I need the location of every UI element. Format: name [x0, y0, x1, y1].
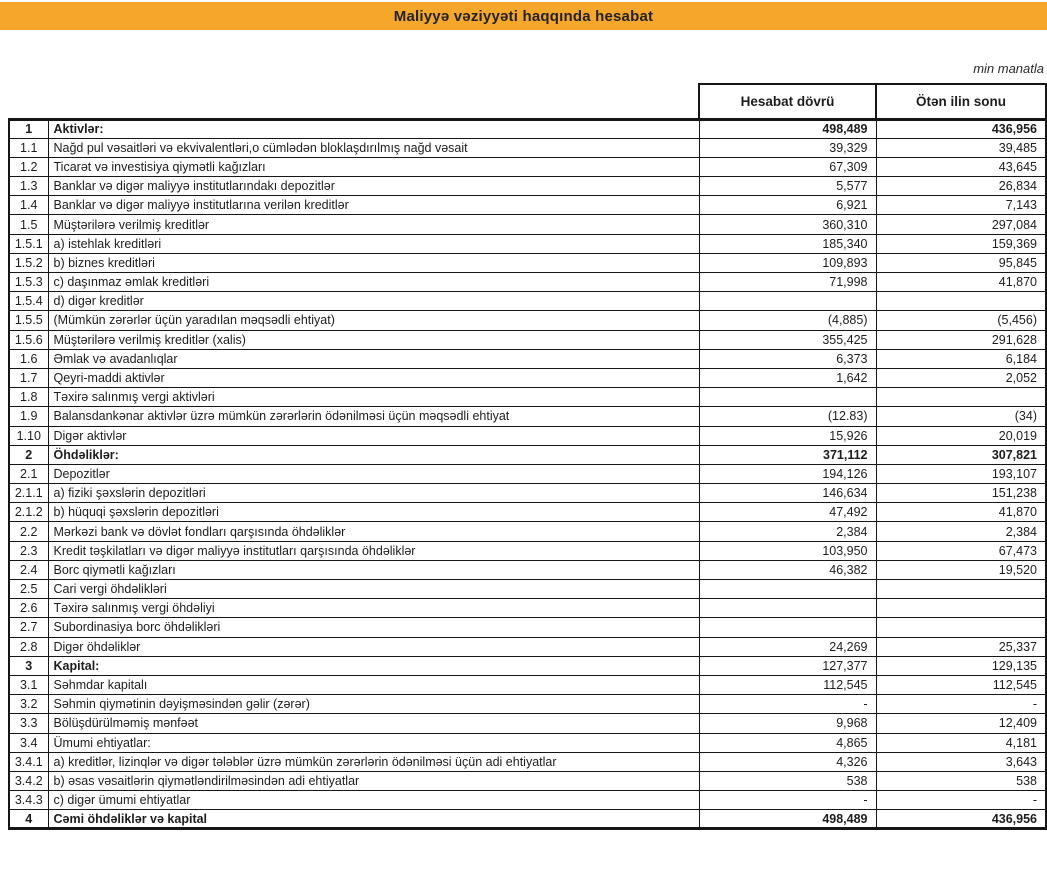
table-row — [9, 196, 1046, 215]
row-number: 2.1 — [9, 464, 48, 483]
value-end-of-last-year: 6,184 — [876, 349, 1046, 368]
row-number: 1.5.2 — [9, 253, 48, 272]
row-number: 4 — [9, 810, 48, 829]
value-reporting-period: 24,269 — [699, 637, 876, 656]
value-end-of-last-year: 193,107 — [876, 464, 1046, 483]
value-reporting-period: 538 — [699, 771, 876, 790]
value-reporting-period: 185,340 — [699, 234, 876, 253]
header-spacer-num — [9, 84, 48, 119]
row-label: Depozitlər — [48, 464, 699, 483]
table-row — [9, 522, 1046, 541]
row-number: 3.3 — [9, 714, 48, 733]
table-row — [9, 733, 1046, 752]
row-number: 3 — [9, 656, 48, 675]
value-reporting-period — [699, 292, 876, 311]
row-label: Səhmdar kapitalı — [48, 675, 699, 694]
value-end-of-last-year: 129,135 — [876, 656, 1046, 675]
table-row — [9, 368, 1046, 387]
value-end-of-last-year — [876, 292, 1046, 311]
row-number: 3.4.3 — [9, 791, 48, 810]
row-number: 2.7 — [9, 618, 48, 637]
row-label: b) hüquqi şəxslərin depozitləri — [48, 503, 699, 522]
row-label: Cari vergi öhdəlikləri — [48, 580, 699, 599]
row-label: a) istehlak kreditləri — [48, 234, 699, 253]
table-row — [9, 675, 1046, 694]
table-row — [9, 177, 1046, 196]
table-row — [9, 407, 1046, 426]
row-label: Banklar və digər maliyyə institutlarına verilən kreditlər — [48, 196, 699, 215]
row-number: 1.5.4 — [9, 292, 48, 311]
value-end-of-last-year — [876, 388, 1046, 407]
value-reporting-period: 498,489 — [699, 810, 876, 829]
table-row — [9, 810, 1046, 829]
value-end-of-last-year: 7,143 — [876, 196, 1046, 215]
value-reporting-period: - — [699, 695, 876, 714]
table-row — [9, 292, 1046, 311]
row-label: Aktivlər: — [48, 119, 699, 138]
row-number: 2.4 — [9, 560, 48, 579]
row-label: a) kreditlər, lizinqlər və digər tələblər üzrə mümkün zərərlərin ödənilməsi üçün adi ehtiyatlar — [48, 752, 699, 771]
row-label: Kredit təşkilatları və digər maliyyə institutları qarşısında öhdəliklər — [48, 541, 699, 560]
value-reporting-period: 498,489 — [699, 119, 876, 138]
row-label: Bölüşdürülməmiş mənfəət — [48, 714, 699, 733]
value-reporting-period: 47,492 — [699, 503, 876, 522]
value-end-of-last-year: 159,369 — [876, 234, 1046, 253]
row-label: c) digər ümumi ehtiyatlar — [48, 791, 699, 810]
financial-position-table — [8, 83, 1047, 830]
unit-note: min manatla — [973, 61, 1044, 76]
row-number: 1.5.1 — [9, 234, 48, 253]
row-number: 1 — [9, 119, 48, 138]
value-end-of-last-year — [876, 580, 1046, 599]
table-row — [9, 714, 1046, 733]
row-number: 3.1 — [9, 675, 48, 694]
row-number: 1.5 — [9, 215, 48, 234]
value-end-of-last-year: 12,409 — [876, 714, 1046, 733]
row-label: a) fiziki şəxslərin depozitləri — [48, 484, 699, 503]
value-reporting-period: 194,126 — [699, 464, 876, 483]
value-reporting-period: 360,310 — [699, 215, 876, 234]
value-end-of-last-year: 41,870 — [876, 273, 1046, 292]
row-label: Qeyri-maddi aktivlər — [48, 368, 699, 387]
row-number: 1.10 — [9, 426, 48, 445]
row-label: Mərkəzi bank və dövlət fondları qarşısında öhdəliklər — [48, 522, 699, 541]
row-label: Cəmi öhdəliklər və kapital — [48, 810, 699, 829]
row-label: Ümumi ehtiyatlar: — [48, 733, 699, 752]
row-label: Banklar və digər maliyyə institutlarındakı depozitlər — [48, 177, 699, 196]
table-row — [9, 119, 1046, 138]
value-reporting-period — [699, 618, 876, 637]
row-number: 2.2 — [9, 522, 48, 541]
row-number: 2.8 — [9, 637, 48, 656]
row-label: Ticarət və investisiya qiymətli kağızları — [48, 157, 699, 176]
value-reporting-period: 127,377 — [699, 656, 876, 675]
column-header-reporting-period: Hesabat dövrü — [699, 84, 876, 119]
column-header-end-of-last-year: Ötən ilin sonu — [876, 84, 1046, 119]
table-row — [9, 311, 1046, 330]
value-end-of-last-year: 95,845 — [876, 253, 1046, 272]
value-end-of-last-year — [876, 618, 1046, 637]
table-row — [9, 541, 1046, 560]
row-number: 1.8 — [9, 388, 48, 407]
value-end-of-last-year: 26,834 — [876, 177, 1046, 196]
value-reporting-period: 146,634 — [699, 484, 876, 503]
value-end-of-last-year: 39,485 — [876, 138, 1046, 157]
row-label: Səhmin qiymətinin dəyişməsindən gəlir (zərər) — [48, 695, 699, 714]
value-end-of-last-year: 538 — [876, 771, 1046, 790]
report-title-bar — [0, 2, 1047, 30]
row-number: 2.3 — [9, 541, 48, 560]
value-reporting-period: 6,373 — [699, 349, 876, 368]
table-row — [9, 791, 1046, 810]
row-number: 2.6 — [9, 599, 48, 618]
table-row — [9, 388, 1046, 407]
row-number: 1.3 — [9, 177, 48, 196]
row-number: 1.7 — [9, 368, 48, 387]
row-label: Təxirə salınmış vergi aktivləri — [48, 388, 699, 407]
value-reporting-period: 4,326 — [699, 752, 876, 771]
row-label: c) daşınmaz əmlak kreditləri — [48, 273, 699, 292]
row-label: Digər aktivlər — [48, 426, 699, 445]
value-reporting-period — [699, 580, 876, 599]
value-reporting-period: 39,329 — [699, 138, 876, 157]
row-label: Kapital: — [48, 656, 699, 675]
value-end-of-last-year: 2,384 — [876, 522, 1046, 541]
value-reporting-period: 9,968 — [699, 714, 876, 733]
value-end-of-last-year: (34) — [876, 407, 1046, 426]
row-number: 1.2 — [9, 157, 48, 176]
table-row — [9, 330, 1046, 349]
value-end-of-last-year: 2,052 — [876, 368, 1046, 387]
value-reporting-period: 112,545 — [699, 675, 876, 694]
header-spacer-label — [48, 84, 699, 119]
table-row — [9, 656, 1046, 675]
row-label: Borc qiymətli kağızları — [48, 560, 699, 579]
row-label: Nağd pul vəsaitləri və ekvivalentləri,o cümlədən bloklaşdırılmış nağd vəsait — [48, 138, 699, 157]
row-number: 3.2 — [9, 695, 48, 714]
table-row — [9, 618, 1046, 637]
value-reporting-period: 6,921 — [699, 196, 876, 215]
value-reporting-period: 15,926 — [699, 426, 876, 445]
value-reporting-period — [699, 599, 876, 618]
table-row — [9, 138, 1046, 157]
table-header-row — [9, 84, 1046, 119]
row-number: 1.5.6 — [9, 330, 48, 349]
value-end-of-last-year: 43,645 — [876, 157, 1046, 176]
value-end-of-last-year: 291,628 — [876, 330, 1046, 349]
value-end-of-last-year: 307,821 — [876, 445, 1046, 464]
value-end-of-last-year: 436,956 — [876, 119, 1046, 138]
value-reporting-period: 5,577 — [699, 177, 876, 196]
value-end-of-last-year: (5,456) — [876, 311, 1046, 330]
value-reporting-period: - — [699, 791, 876, 810]
row-number: 3.4.2 — [9, 771, 48, 790]
value-reporting-period: 371,112 — [699, 445, 876, 464]
table-row — [9, 637, 1046, 656]
value-reporting-period: 2,384 — [699, 522, 876, 541]
table-row — [9, 234, 1046, 253]
row-number: 3.4 — [9, 733, 48, 752]
row-label: Təxirə salınmış vergi öhdəliyi — [48, 599, 699, 618]
value-end-of-last-year: 20,019 — [876, 426, 1046, 445]
row-label: d) digər kreditlər — [48, 292, 699, 311]
table-row — [9, 599, 1046, 618]
table-row — [9, 349, 1046, 368]
value-reporting-period — [699, 388, 876, 407]
value-end-of-last-year: 151,238 — [876, 484, 1046, 503]
row-label: (Mümkün zərərlər üçün yaradılan məqsədli ehtiyat) — [48, 311, 699, 330]
table-row — [9, 445, 1046, 464]
row-label: Əmlak və avadanlıqlar — [48, 349, 699, 368]
row-number: 1.9 — [9, 407, 48, 426]
table-row — [9, 273, 1046, 292]
value-reporting-period: 67,309 — [699, 157, 876, 176]
value-end-of-last-year: 67,473 — [876, 541, 1046, 560]
table-row — [9, 560, 1046, 579]
table-row — [9, 752, 1046, 771]
value-end-of-last-year: 297,084 — [876, 215, 1046, 234]
value-end-of-last-year: 4,181 — [876, 733, 1046, 752]
row-label: Subordinasiya borc öhdəlikləri — [48, 618, 699, 637]
row-number: 2.1.1 — [9, 484, 48, 503]
value-end-of-last-year: 112,545 — [876, 675, 1046, 694]
table-row — [9, 484, 1046, 503]
value-reporting-period: (4,885) — [699, 311, 876, 330]
value-end-of-last-year: - — [876, 695, 1046, 714]
table-row — [9, 503, 1046, 522]
value-end-of-last-year — [876, 599, 1046, 618]
value-reporting-period: 103,950 — [699, 541, 876, 560]
row-number: 1.5.3 — [9, 273, 48, 292]
value-reporting-period: 4,865 — [699, 733, 876, 752]
row-number: 3.4.1 — [9, 752, 48, 771]
value-reporting-period: 355,425 — [699, 330, 876, 349]
row-number: 1.5.5 — [9, 311, 48, 330]
table-row — [9, 157, 1046, 176]
row-label: Öhdəliklər: — [48, 445, 699, 464]
value-reporting-period: 71,998 — [699, 273, 876, 292]
value-end-of-last-year: 436,956 — [876, 810, 1046, 829]
row-label: b) əsas vəsaitlərin qiymətləndirilməsindən adi ehtiyatlar — [48, 771, 699, 790]
row-number: 2 — [9, 445, 48, 464]
value-reporting-period: (12.83) — [699, 407, 876, 426]
row-number: 2.1.2 — [9, 503, 48, 522]
table-row — [9, 215, 1046, 234]
table-row — [9, 580, 1046, 599]
row-number: 2.5 — [9, 580, 48, 599]
value-end-of-last-year: 41,870 — [876, 503, 1046, 522]
row-label: Balansdankənar aktivlər üzrə mümkün zərərlərin ödənilməsi üçün məqsədli ehtiyat — [48, 407, 699, 426]
value-end-of-last-year: 3,643 — [876, 752, 1046, 771]
row-label: Müştərilərə verilmiş kreditlər (xalis) — [48, 330, 699, 349]
table-row — [9, 426, 1046, 445]
value-reporting-period: 1,642 — [699, 368, 876, 387]
value-reporting-period: 46,382 — [699, 560, 876, 579]
table-row — [9, 464, 1046, 483]
row-number: 1.1 — [9, 138, 48, 157]
row-number: 1.4 — [9, 196, 48, 215]
value-reporting-period: 109,893 — [699, 253, 876, 272]
page-title: Maliyyə vəziyyəti haqqında hesabat — [393, 7, 654, 25]
value-end-of-last-year: 25,337 — [876, 637, 1046, 656]
table-row — [9, 253, 1046, 272]
table-row — [9, 695, 1046, 714]
row-number: 1.6 — [9, 349, 48, 368]
value-end-of-last-year: - — [876, 791, 1046, 810]
row-label: Digər öhdəliklər — [48, 637, 699, 656]
table-row — [9, 771, 1046, 790]
row-label: b) biznes kreditləri — [48, 253, 699, 272]
value-end-of-last-year: 19,520 — [876, 560, 1046, 579]
row-label: Müştərilərə verilmiş kreditlər — [48, 215, 699, 234]
